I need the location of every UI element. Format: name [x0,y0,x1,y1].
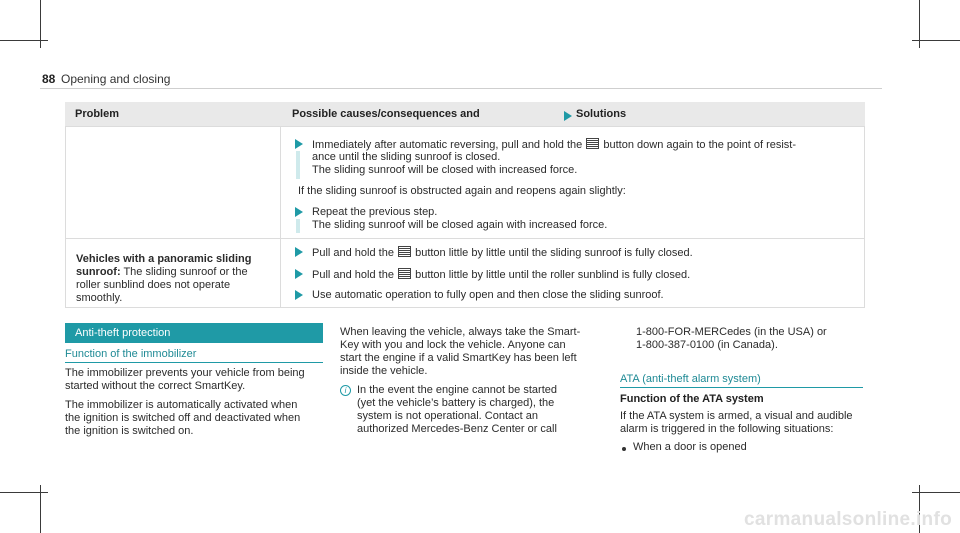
step-text-part: button down again to the point of resist- [603,139,797,151]
paragraph-line: started without the correct SmartKey. [65,380,246,392]
bullet-icon [622,447,626,451]
page-number: 88 [42,72,56,86]
step-indicator [296,151,300,179]
step-text-part: button little by little until the sliding sunroof is fully closed. [415,247,693,259]
section-title: ATA (anti-theft alarm system) [620,373,761,385]
column-divider [280,127,281,307]
paragraph-line: inside the vehicle. [340,365,428,377]
paragraph-line: alarm is triggered in the following situations: [620,423,834,435]
solutions-suffix: Solutions [576,108,627,120]
step-text [312,138,796,152]
row-divider [66,238,864,239]
note-line: authorized Mercedes-Benz Center or call [357,423,557,435]
step-text-part: Pull and hold the [312,247,394,259]
step-text-part: button little by little until the roller sunblind is fully closed. [415,269,691,281]
troubleshooting-table [65,102,865,308]
step-text: Use automatic operation to fully open and then close the sliding sunroof. [312,289,664,301]
phone-line: 1-800-387-0100 (in Canada). [636,339,778,351]
step-text: ance until the sliding sunroof is closed. [312,151,501,163]
problem-text: smoothly. [76,292,123,304]
paragraph-line: The immobilizer is automatically activated when [65,399,298,411]
problem-title-part: sunroof: [76,266,121,278]
table-header [65,102,865,126]
paragraph-line: When leaving the vehicle, always take the Smart- [340,326,581,338]
crop-mark [0,492,48,493]
paragraph-line: the ignition is switched on. [65,425,194,437]
phone-line: 1-800-FOR-MERCedes (in the USA) or [636,326,827,338]
crop-mark [912,492,960,493]
note-line: (yet the vehicle’s battery is charged), the [357,397,555,409]
subheading: Function of the ATA system [620,393,764,405]
list-item: When a door is opened [633,441,747,453]
switch-button-icon [398,268,411,279]
crop-mark [0,40,48,41]
problem-text [76,266,248,279]
step-arrow-icon [295,247,303,257]
subheading: Function of the immobilizer [65,348,197,360]
paragraph-line: start the engine if a valid SmartKey has been left [340,352,577,364]
step-arrow-icon [295,207,303,217]
condition-note: If the sliding sunroof is obstructed again and reopens again slightly: [298,185,626,197]
step-result: The sliding sunroof will be closed with increased force. [312,164,578,176]
step-arrow-icon [295,269,303,279]
paragraph-line: If the ATA system is armed, a visual and audible [620,410,853,422]
step-text-part: Immediately after automatic reversing, pull and hold the [312,139,583,151]
paragraph-line: Key with you and lock the vehicle. Anyone can [340,339,566,351]
table-body [65,126,865,308]
problem-text-part: The sliding sunroof or the [120,266,248,278]
step-text-part: Pull and hold the [312,269,394,281]
step-arrow-icon [295,139,303,149]
step-text [312,246,693,260]
arrow-icon [564,111,572,121]
note-line: In the event the engine cannot be started [357,384,557,396]
solutions-column-header: Possible causes/consequences and [292,108,480,120]
info-icon: i [340,385,351,396]
step-text [312,268,690,282]
problem-column-header: Problem [75,108,120,120]
section-underline [620,387,863,388]
problem-title: Vehicles with a panoramic sliding [76,253,252,265]
watermark: carmanualsonline.info [744,509,952,530]
header-divider [40,88,882,89]
section-title-bar [65,323,323,343]
crop-mark [912,40,960,41]
note-line: system is not operational. Contact an [357,410,538,422]
subheading-underline [65,362,323,363]
step-result: The sliding sunroof will be closed again with increased force. [312,219,608,231]
step-text: Repeat the previous step. [312,206,438,218]
problem-text: roller sunblind does not operate [76,279,231,291]
paragraph-line: The immobilizer prevents your vehicle from being [65,367,305,379]
switch-button-icon [586,138,599,149]
step-arrow-icon [295,290,303,300]
section-title: Anti-theft protection [75,327,171,339]
switch-button-icon [398,246,411,257]
step-indicator [296,219,300,233]
page-section-title: Opening and closing [61,72,171,86]
paragraph-line: the ignition is switched off and deactivated when [65,412,301,424]
